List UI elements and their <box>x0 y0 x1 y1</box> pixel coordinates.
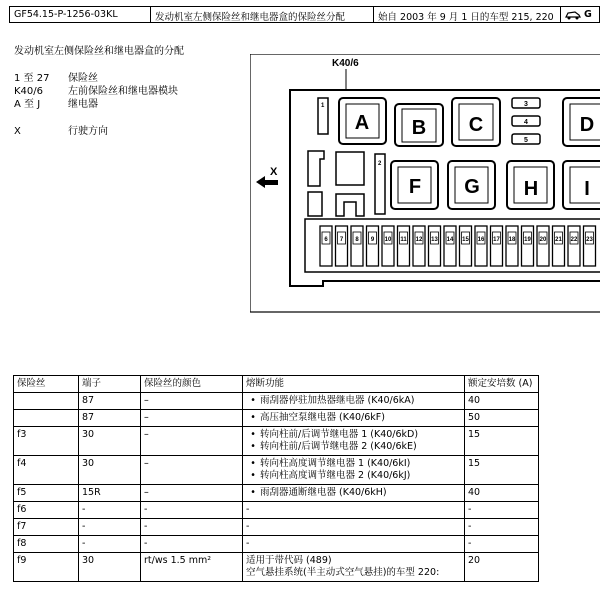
cell-terminal: - <box>79 536 141 553</box>
cell-color: rt/ws 1.5 mm² <box>141 553 243 582</box>
fuse-label: 15 <box>462 237 469 243</box>
fuse-7 <box>336 226 348 266</box>
module-label: K40/6 <box>332 58 359 69</box>
fuse-label: 6 <box>324 237 328 243</box>
fuse-label: 23 <box>586 237 593 243</box>
legend-value: 左前保险丝和继电器模块 <box>68 86 178 97</box>
fuse-label: 17 <box>493 237 500 243</box>
fuse-label: 21 <box>555 237 562 243</box>
direction-label: X <box>270 166 278 178</box>
svg-text:C: C <box>468 114 484 136</box>
cell-function: - <box>243 519 465 536</box>
cell-terminal: 15R <box>79 485 141 502</box>
header-terminal: 端子 <box>79 376 141 393</box>
legend-key: X <box>14 126 21 137</box>
cell-function: • 雨刮器停驻加热器继电器 (K40/6kA) <box>243 393 465 410</box>
svg-text:H: H <box>523 178 539 200</box>
cell-amps: 40 <box>465 393 539 410</box>
fuse-11 <box>398 226 410 266</box>
cell-fuse: f6 <box>14 502 79 519</box>
fuse-label: 9 <box>370 237 375 243</box>
slot-3-label: 3 <box>524 101 528 108</box>
fuse-label: 7 <box>339 237 344 243</box>
fuse-label: 12 <box>415 237 423 243</box>
fuse-table <box>13 375 539 582</box>
fuse-label: 19 <box>524 237 531 243</box>
header-function: 熔断功能 <box>243 376 465 393</box>
fuse-label: 16 <box>477 237 485 243</box>
cell-function: • 转向柱前/后调节继电器 1 (K40/6kD) • 转向柱前/后调节继电器 2 (K40/6kE) <box>243 427 465 456</box>
legend-value: 保险丝 <box>68 73 98 84</box>
doc-title: 发动机室左侧保险丝和继电器盒的保险丝分配 <box>151 7 374 22</box>
svg-text:B: B <box>411 117 427 139</box>
svg-text:A: A <box>354 112 370 134</box>
cell-color: – <box>141 393 243 410</box>
fuse-19 <box>522 226 534 266</box>
table-row <box>14 456 539 485</box>
fuse-18 <box>506 226 518 266</box>
fuse-12 <box>413 226 425 266</box>
cell-amps: - <box>465 502 539 519</box>
cell-color: - <box>141 519 243 536</box>
table-row <box>14 502 539 519</box>
cell-color: - <box>141 502 243 519</box>
cell-amps: 40 <box>465 485 539 502</box>
legend-key: K40/6 <box>14 86 44 97</box>
logo-text: G <box>584 9 592 20</box>
cell-function: 适用于带代码 (489) 空气悬挂系统(半主动式空气悬挂)的车型 220: <box>243 553 465 582</box>
fuse-8 <box>351 226 363 266</box>
relay-d <box>563 98 600 146</box>
fuse-label: 8 <box>355 237 359 243</box>
cell-color: – <box>141 427 243 456</box>
cell-fuse: f9 <box>14 553 79 582</box>
cell-color: - <box>141 536 243 553</box>
cell-fuse <box>14 410 79 427</box>
cell-color: – <box>141 485 243 502</box>
table-row <box>14 536 539 553</box>
legend-key: 1 至 27 <box>14 73 50 84</box>
relay-h <box>507 161 554 209</box>
fuse-17 <box>491 226 503 266</box>
fuse-15 <box>460 226 472 266</box>
svg-text:D: D <box>579 114 595 136</box>
fuse-14 <box>444 226 456 266</box>
cell-amps: 15 <box>465 427 539 456</box>
cell-terminal: 30 <box>79 456 141 485</box>
slot-5-label: 5 <box>524 137 528 144</box>
cell-color: – <box>141 456 243 485</box>
table-row <box>14 393 539 410</box>
legend-key: A 至 J <box>14 99 41 110</box>
cell-terminal: - <box>79 519 141 536</box>
table-row <box>14 427 539 456</box>
cell-fuse <box>14 393 79 410</box>
cell-function: - <box>243 536 465 553</box>
fuse-16 <box>475 226 487 266</box>
header-amps: 额定安培数 (A) <box>465 376 539 393</box>
svg-text:F: F <box>408 176 422 198</box>
cell-fuse: f3 <box>14 427 79 456</box>
table-row <box>14 485 539 502</box>
doc-id: GF54.15-P-1256-03KL <box>10 7 151 22</box>
fuse-20 <box>537 226 549 266</box>
cell-color: – <box>141 410 243 427</box>
slot-4-label: 4 <box>524 119 528 126</box>
cell-amps: 20 <box>465 553 539 582</box>
relay-b <box>395 104 443 146</box>
legend-item <box>14 98 178 111</box>
brand-logo <box>561 7 596 22</box>
table-row <box>14 553 539 582</box>
fuse-10 <box>382 226 394 266</box>
relay-c <box>452 98 500 146</box>
section-subtitle: 发动机室左侧保险丝和继电器盒的分配 <box>14 46 184 57</box>
fuse-1-label: 1 <box>321 103 325 109</box>
fuse-22 <box>568 226 580 266</box>
relay-i <box>563 161 600 209</box>
cell-terminal: 87 <box>79 393 141 410</box>
legend-item <box>14 72 178 85</box>
cell-terminal: 30 <box>79 553 141 582</box>
legend-item <box>14 125 178 138</box>
cell-function: • 转向柱高度调节继电器 1 (K40/6kI) • 转向柱高度调节继电器 2 (K40/6kJ) <box>243 456 465 485</box>
cell-fuse: f5 <box>14 485 79 502</box>
legend-value: 继电器 <box>68 99 98 110</box>
cell-terminal: - <box>79 502 141 519</box>
cell-terminal: 87 <box>79 410 141 427</box>
fuse-9 <box>367 226 379 266</box>
cell-function: • 高压抽空泵继电器 (K40/6kF) <box>243 410 465 427</box>
legend-value: 行驶方向 <box>68 126 108 137</box>
header-color: 保险丝的颜色 <box>141 376 243 393</box>
fuse-label: 22 <box>570 237 578 243</box>
cell-amps: - <box>465 519 539 536</box>
fuse-2-label: 2 <box>378 161 382 167</box>
svg-text:I: I <box>584 178 590 200</box>
fuse-label: 20 <box>539 237 547 243</box>
table-row <box>14 410 539 427</box>
cell-terminal: 30 <box>79 427 141 456</box>
legend-item <box>14 85 178 98</box>
cell-function: • 雨刮器通断继电器 (K40/6kH) <box>243 485 465 502</box>
legend <box>14 72 178 138</box>
fuse-label: 14 <box>446 237 454 243</box>
fuse-label: 13 <box>431 237 438 243</box>
fuse-label: 18 <box>508 237 516 243</box>
relay-g <box>448 161 495 209</box>
document-header <box>9 6 600 23</box>
fuse-21 <box>553 226 565 266</box>
fuse-label: 10 <box>384 237 392 243</box>
relay-a <box>339 98 386 144</box>
table-row <box>14 519 539 536</box>
fuse-13 <box>429 226 441 266</box>
cell-fuse: f8 <box>14 536 79 553</box>
svg-text:G: G <box>464 176 480 198</box>
validity: 始自 2003 年 9 月 1 日的车型 215, 220 <box>374 7 561 22</box>
cell-fuse: f7 <box>14 519 79 536</box>
header-fuse: 保险丝 <box>14 376 79 393</box>
cell-amps: - <box>465 536 539 553</box>
fuse-label: 11 <box>400 237 407 243</box>
fuse-row <box>320 226 596 266</box>
cell-function: - <box>243 502 465 519</box>
cell-fuse: f4 <box>14 456 79 485</box>
cell-amps: 50 <box>465 410 539 427</box>
relay-f <box>391 161 438 209</box>
cell-amps: 15 <box>465 456 539 485</box>
fuse-23 <box>584 226 596 266</box>
fuse-6 <box>320 226 332 266</box>
fuse-box-diagram <box>250 54 600 314</box>
car-icon <box>565 10 581 20</box>
table-header-row <box>14 376 539 393</box>
